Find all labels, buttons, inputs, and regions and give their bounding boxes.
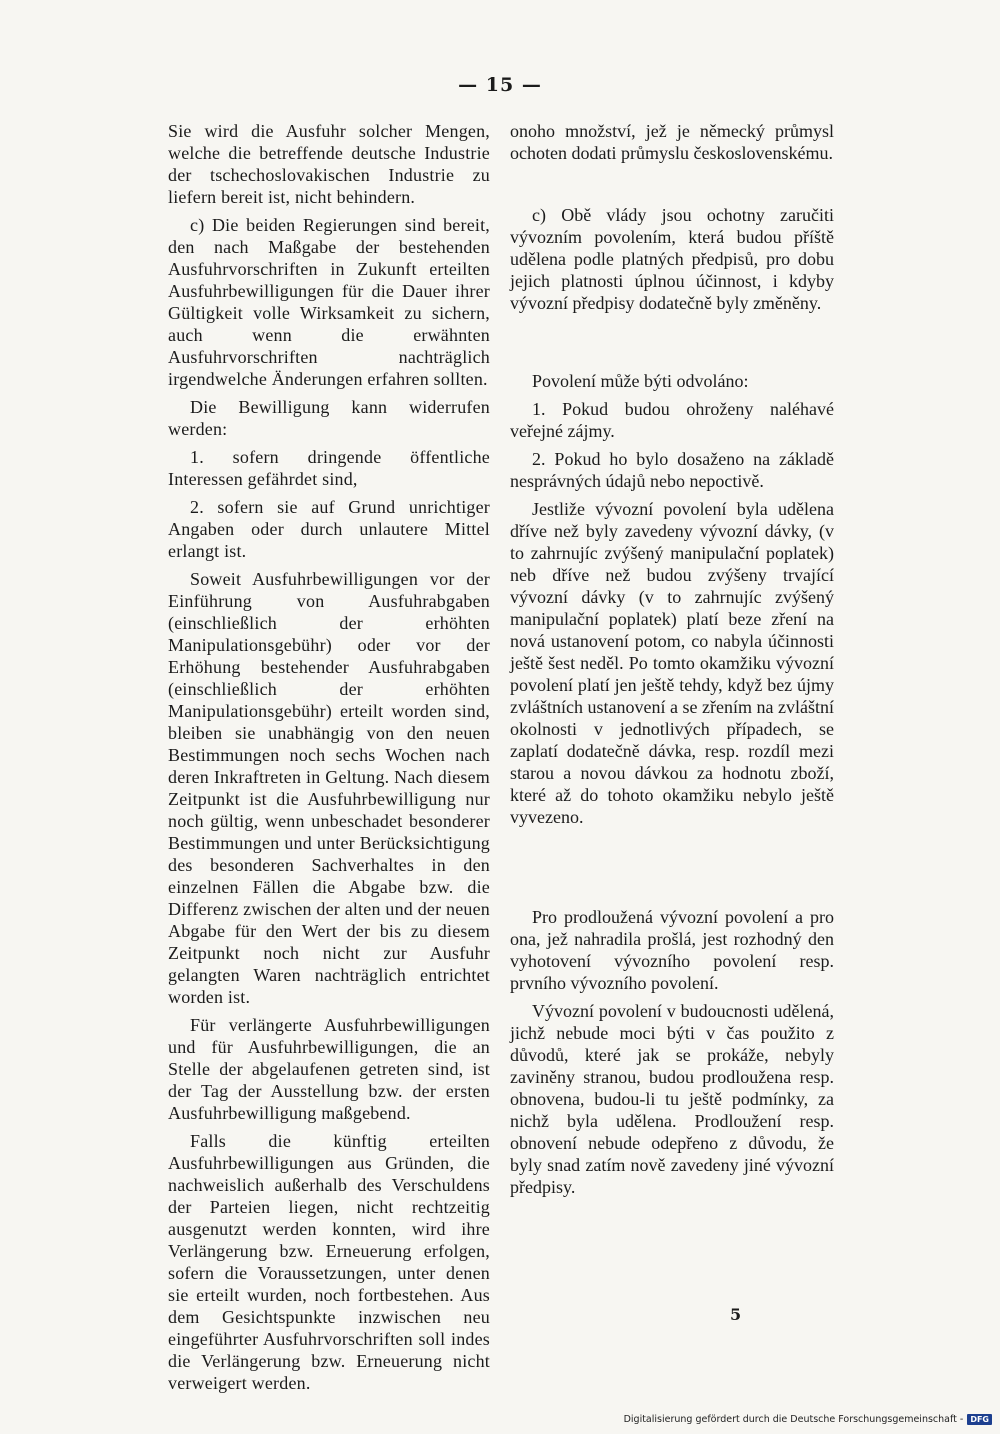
german-paragraph: Für verlängerte Ausfuhrbewilligungen und für Ausfuhrbewilligungen, die an Stelle der abgelaufenen getreten sind, ist der Tag der Ausstellung bzw. der ersten Ausfuhrbewilligung maßgebend. [168, 1015, 490, 1123]
czech-column [510, 120, 834, 1204]
german-paragraph: Sie wird die Ausfuhr solcher Mengen, welche die betreffende deutsche Industrie der tschechoslovakischen Industrie zu liefern bereit ist, nicht behindern. [168, 121, 490, 207]
german-paragraph: Die Bewilligung kann widerrufen werden: [168, 397, 490, 439]
german-paragraph: 2. sofern sie auf Grund unrichtiger Angaben oder durch unlautere Mittel erlangt ist. [168, 497, 490, 561]
german-paragraph: Soweit Ausfuhrbewilligungen vor der Einführung von Ausfuhrabgaben (einschließlich der erhöhten Manipulationsgebühr) oder vor der Erhöhung bestehender Ausfuhrabgaben (einschließlich der erhöhten Manipulationsgebühr) erteilt worden sind, bleiben sie unabhängig von den neuen Bestimmungen noch sechs Wochen nach deren Inkraftreten in Geltung. Nach diesem Zeitpunkt ist die Ausfuhrbewilligung nur noch gültig, wenn unbeschadet besonderer Bestimmungen und unter Berücksichtigung des besonderen Sachverhaltes in den einzelnen Fällen die Abgabe bzw. die Differenz zwischen der alten und der neuen Abgabe für den Wert der bis zu diesem Zeitpunkt noch nicht zur Ausfuhr gelangten Waren nachträglich entrichtet worden ist. [168, 569, 490, 1007]
german-paragraph: c) Die beiden Regierungen sind bereit, den nach Maßgabe der bestehenden Ausfuhrvorschriften in Zukunft erteilten Ausfuhrbewilligungen für die Dauer ihrer Gültigkeit volle Wirksamkeit zu sichern, auch wenn die erwähnten Ausfuhrvorschriften nachträglich irgendwelche Änderungen erfahren sollten. [168, 215, 490, 389]
czech-paragraph: 2. Pokud ho bylo dosaženo na základě nesprávných údajů nebo nepoctivě. [510, 449, 834, 491]
page-number: — 15 — [458, 74, 542, 96]
german-paragraph: Falls die künftig erteilten Ausfuhrbewilligungen aus Gründen, die nachweislich außerhalb des Verschuldens der Parteien liegen, nicht rechtzeitig ausgenutzt werden konnten, wird ihre Verlängerung bzw. Erneuerung erfolgen, sofern die Voraussetzungen, unter denen sie erteilt wurden, noch fortbestehen. Aus dem Gesichtspunkte inzwischen neu eingeführter Ausfuhrvorschriften soll indes die Verlängerung bzw. Erneuerung nicht verweigert werden. [168, 1131, 490, 1393]
digitization-footer [624, 1414, 992, 1425]
czech-paragraph: Pro prodloužená vývozní povolení a pro ona, jež nahradila prošlá, jest rozhodný den vyhotovení vývozního povolení resp. prvního vývozního povolení. [510, 907, 834, 993]
czech-paragraph: onoho množství, jež je německý průmysl ochoten dodati průmyslu československému. [510, 121, 834, 163]
dfg-logo-icon: DFG [967, 1414, 992, 1425]
sheet-number: 5 [730, 1305, 742, 1324]
footer-text: Digitalisierung gefördert durch die Deutsche Forschungsgemeinschaft - [623, 1414, 964, 1425]
czech-paragraph: c) Obě vlády jsou ochotny zaručiti vývozním povolením, která budou příště udělena podle platných předpisů, pro dobu jejich platnosti úplnou účinnost, i kdyby vývozní předpisy dodatečně byly změněny. [510, 205, 834, 313]
czech-paragraph: 1. Pokud budou ohroženy naléhavé veřejné zájmy. [510, 399, 834, 441]
czech-paragraph: Vývozní povolení v budoucnosti udělená, jichž nebude moci býti v čas použito z důvodů, které jak se prokáže, nebyly zaviněny stranou, budou prodloužena resp. obnovena, budou-li tu ještě podmínky, za nichž byla udělena. Prodloužení resp. obnovení nebude odepřeno z důvodu, že byly snad zatím nově zavedeny jiné vývozní předpisy. [510, 1001, 834, 1197]
german-column [168, 120, 490, 1400]
czech-paragraph: Jestliže vývozní povolení byla udělena dříve než byly zavedeny vývozní dávky, (v to zahrnujíc zvýšený manipulační poplatek) neb dříve než budou zvýšeny trvající vývozní dávky (v to zahrnujíc zvýšený manipulační poplatek) platí beze zření na nová ustanovení potom, co nabyla účinnosti ještě šest neděl. Po tomto okamžiku vývozní povolení platí jen ještě tehdy, když bez újmy zvláštních ustanovení a se zřením na zvláštní okolnosti v jednotlivých případech, se zaplatí dodatečně dávka, resp. rozdíl mezi starou a novou dávkou za hodnotu zboží, které až do tohoto okamžiku nebylo ještě vyvezeno. [510, 499, 834, 827]
czech-paragraph: Povolení může býti odvoláno: [532, 371, 749, 391]
german-paragraph: 1. sofern dringende öffentliche Interessen gefährdet sind, [168, 447, 490, 489]
